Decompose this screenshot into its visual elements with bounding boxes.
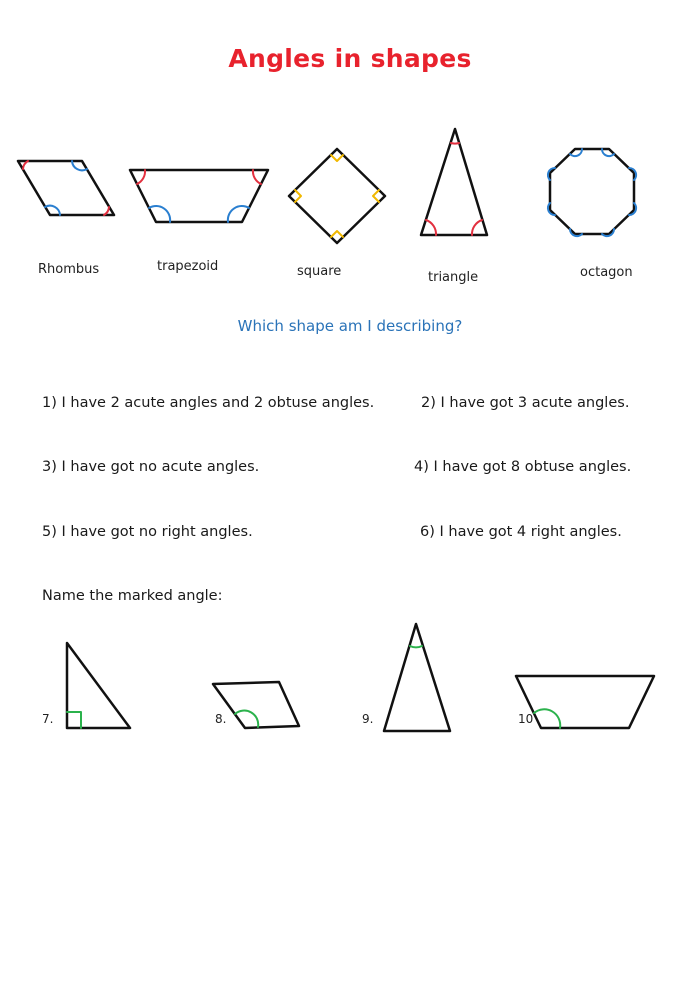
page-title: Angles in shapes bbox=[228, 44, 472, 73]
trapezoid-shape bbox=[130, 170, 268, 222]
question-4: 4) I have got 8 obtuse angles. bbox=[414, 459, 632, 475]
marked-angle-prompt: Name the marked angle: bbox=[42, 588, 223, 604]
question-3: 3) I have got no acute angles. bbox=[42, 459, 260, 475]
label-triangle: triangle bbox=[428, 270, 479, 285]
rhombus-shape bbox=[18, 161, 114, 215]
square-shape bbox=[289, 149, 385, 243]
label-square: square bbox=[297, 264, 342, 279]
marked-shape-10 bbox=[516, 676, 654, 728]
question-5: 5) I have got no right angles. bbox=[42, 524, 253, 540]
label-rhombus: Rhombus bbox=[38, 262, 100, 277]
label-octagon: octagon bbox=[580, 265, 633, 280]
triangle-shape bbox=[421, 129, 487, 235]
number-9: 9. bbox=[362, 712, 374, 726]
question-1: 1) I have 2 acute angles and 2 obtuse angles. bbox=[42, 395, 375, 411]
octagon-shape bbox=[548, 149, 636, 236]
number-8: 8. bbox=[215, 712, 227, 726]
number-7: 7. bbox=[42, 712, 54, 726]
marked-shape-7 bbox=[67, 643, 130, 728]
marked-shape-9 bbox=[384, 624, 450, 731]
question-6: 6) I have got 4 right angles. bbox=[420, 524, 622, 540]
question-2: 2) I have got 3 acute angles. bbox=[421, 395, 630, 411]
label-trapezoid: trapezoid bbox=[157, 259, 219, 274]
number-10: 10 bbox=[518, 712, 534, 726]
section-subtitle: Which shape am I describing? bbox=[237, 317, 463, 335]
